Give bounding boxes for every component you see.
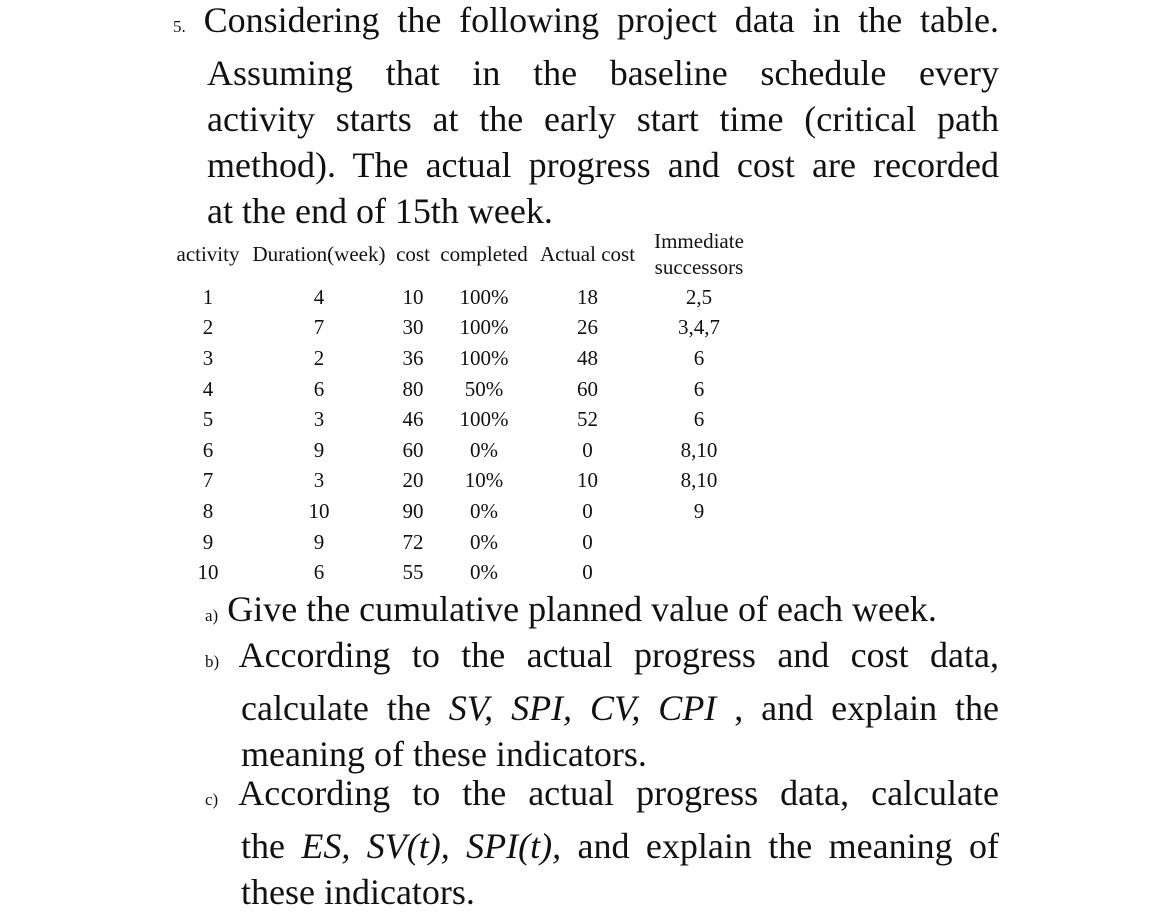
cell-activity: 9 [202,529,214,554]
cell-actual-cost: 10 [577,468,598,493]
cell-cost: 72 [402,529,424,554]
cell-successors: 6 [693,376,705,401]
cell-duration: 3 [313,468,325,493]
cell-cost: 30 [402,315,424,340]
cell-cost: 90 [402,498,424,523]
cell-duration: 2 [313,345,325,370]
table-row [172,527,759,558]
cell-completed: 50% [464,376,504,401]
cell-cost: 46 [402,407,424,432]
cell-activity: 8 [202,498,214,523]
table-row [172,435,759,466]
cell-successors [639,527,759,558]
cell-duration: 6 [313,560,325,585]
part-c-marker: c) [205,790,219,809]
part-b-marker: b) [205,652,220,671]
cell-successors [639,557,759,588]
cell-actual-cost: 0 [582,498,593,523]
table-header-row [172,226,759,282]
question-number: 5. [173,17,186,36]
part-b-line-2: calculate the SV, SPI, CV, CPI , and explain the [241,688,999,728]
cell-successors: 9 [693,498,705,523]
part-c-line-1: c) According to the actual progress data, calculate [205,770,999,823]
table-row [172,282,759,313]
part-a-line-1: a) Give the cumulative planned value of each week. [205,586,999,639]
question-line-2: Assuming that in the baseline schedule every [207,53,999,93]
cell-duration: 9 [313,437,325,462]
cell-activity: 6 [202,437,214,462]
cell-duration: 9 [313,529,325,554]
part-c-line-3: these indicators. [241,872,475,912]
cell-completed: 0% [470,529,498,554]
cell-successors: 8,10 [680,437,718,462]
cell-activity: 2 [202,315,214,340]
part-c-line-2: the ES, SV(t), SPI(t), and explain the meaning of [241,826,1000,866]
cell-actual-cost: 0 [582,560,593,585]
question-line-5: at the end of 15th week. [207,191,553,231]
cell-duration: 6 [313,376,325,401]
cell-activity: 5 [202,407,214,432]
cell-cost: 80 [402,376,424,401]
cell-activity: 7 [202,468,214,493]
cell-successors: 8,10 [680,468,718,493]
cell-completed: 0% [470,437,498,462]
table-row [172,343,759,374]
header-successors: Immediate successors [654,229,744,279]
table-row [172,374,759,405]
part-b-line-3: meaning of these indicators. [241,734,647,774]
question-line-3: activity starts at the early start time (critical path [207,99,999,139]
header-activity: activity [176,242,240,266]
cell-actual-cost: 18 [577,284,598,309]
cell-completed: 0% [470,498,498,523]
cell-cost: 55 [402,560,424,585]
cell-completed: 0% [470,560,498,585]
question-line-1: 5. Considering the following project data in the table. [173,0,999,50]
part-c [205,770,999,915]
table-row [172,313,759,344]
cell-completed: 100% [459,345,509,370]
header-cost: cost [396,242,430,266]
cell-duration: 10 [308,498,330,523]
table-row [172,496,759,527]
cell-actual-cost: 52 [577,407,598,432]
part-b [205,632,999,777]
cell-activity: 1 [202,284,214,309]
part-a-marker: a) [205,606,219,625]
cell-activity: 10 [197,560,219,585]
cell-cost: 60 [402,437,424,462]
question-text [173,0,999,234]
cell-completed: 100% [459,407,509,432]
cell-completed: 100% [459,315,509,340]
table-row [172,404,759,435]
cell-duration: 4 [313,284,325,309]
cell-cost: 20 [402,468,424,493]
header-duration: Duration(week) [252,242,386,266]
part-b-line-1: b) According to the actual progress and cost data, [205,632,999,685]
cell-successors: 2,5 [685,284,713,309]
header-completed: completed [440,242,528,266]
cell-cost: 36 [402,345,424,370]
cell-actual-cost: 48 [577,345,598,370]
cell-successors: 3,4,7 [678,315,720,340]
cell-duration: 3 [313,407,325,432]
cell-actual-cost: 26 [577,315,598,340]
cell-cost: 10 [402,284,424,309]
table-row [172,466,759,497]
project-data-table [172,226,759,588]
question-line-4: method). The actual progress and cost are recorded [207,145,999,185]
header-actual-cost: Actual cost [539,242,636,266]
table-row [172,557,759,588]
cell-activity: 4 [202,376,214,401]
cell-completed: 100% [459,284,509,309]
cell-completed: 10% [464,468,504,493]
cell-successors: 6 [693,345,705,370]
cell-duration: 7 [313,315,325,340]
cell-actual-cost: 60 [577,376,598,401]
cell-actual-cost: 0 [582,437,593,462]
cell-successors: 6 [693,407,705,432]
cell-activity: 3 [202,345,214,370]
cell-actual-cost: 0 [582,529,593,554]
